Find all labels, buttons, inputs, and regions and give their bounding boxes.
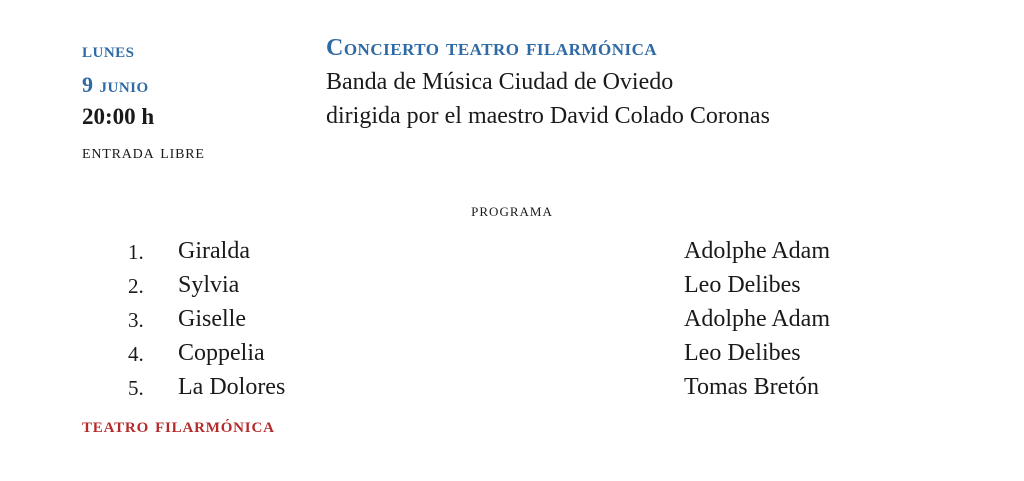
item-number: 5. [128, 376, 144, 400]
item-title: Coppelia [178, 340, 265, 366]
program-item [0, 238, 1024, 272]
item-composer: Tomas Bretón [684, 374, 819, 400]
item-composer: Leo Delibes [684, 272, 801, 298]
item-title: La Dolores [178, 374, 286, 400]
item-composer: Adolphe Adam [684, 306, 830, 332]
item-composer: Leo Delibes [684, 340, 801, 366]
item-number: 3. [128, 308, 144, 332]
event-title: Concierto teatro filarmónica [326, 35, 658, 61]
event-day: lunes [82, 37, 135, 62]
item-title: Sylvia [178, 272, 240, 298]
event-time: 20:00 h [82, 104, 155, 129]
program-heading: programa [471, 200, 553, 221]
item-composer: Adolphe Adam [684, 238, 830, 264]
program-item [0, 340, 1024, 374]
item-number: 4. [128, 342, 144, 366]
conductor-line: dirigida por el maestro David Colado Coronas [326, 103, 770, 129]
performer-line: Banda de Música Ciudad de Oviedo [326, 69, 674, 95]
entry-note: entrada libre [82, 141, 205, 163]
program-list [0, 238, 1024, 408]
event-date: 9 junio [82, 72, 149, 97]
item-title: Giralda [178, 238, 250, 264]
program-item [0, 374, 1024, 408]
program-item [0, 272, 1024, 306]
item-number: 2. [128, 274, 144, 298]
program-item [0, 306, 1024, 340]
item-number: 1. [128, 240, 144, 264]
item-title: Giselle [178, 306, 246, 332]
venue-name: teatro filarmónica [82, 413, 275, 437]
